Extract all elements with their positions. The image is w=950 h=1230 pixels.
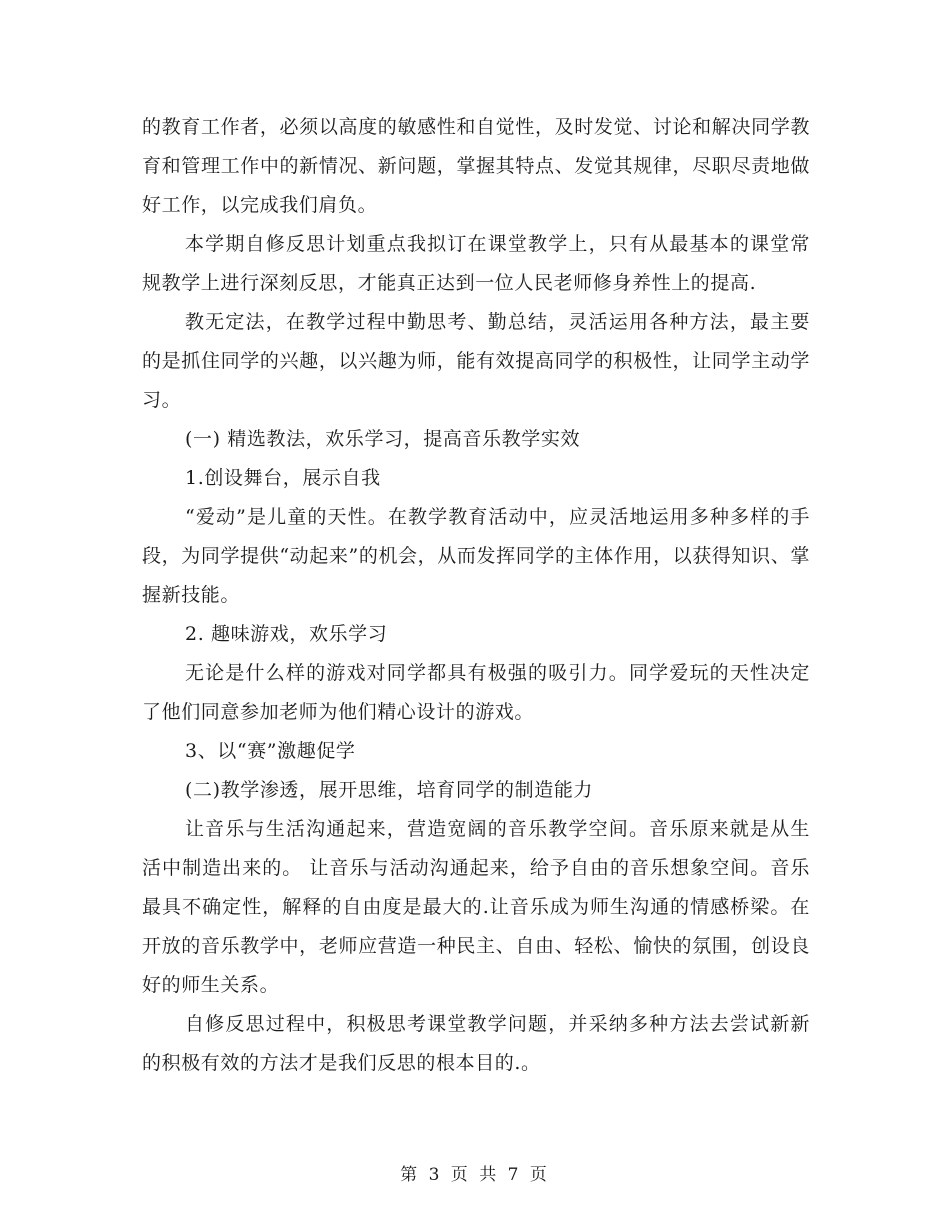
paragraph: 的教育工作者，必须以高度的敏感性和自觉性，及时发觉、讨论和解决同学教育和管理工作中的新情况、新问题，掌握其特点、发觉其规律，尽职尽责地做好工作，以完成我们肩负。	[142, 116, 810, 216]
subsection-heading: 3、以“赛”激趣促学	[185, 740, 356, 762]
subsection-heading: 2. 趣味游戏，欢乐学习	[185, 623, 388, 645]
document-body	[142, 108, 810, 1083]
paragraph: 教无定法，在教学过程中勤思考、勤总结，灵活运用各种方法，最主要的是抓住同学的兴趣，以兴趣为师，能有效提高同学的积极性，让同学主动学习。	[142, 311, 810, 411]
paragraph: 本学期自修反思计划重点我拟订在课堂教学上，只有从最基本的课堂常规教学上进行深刻反思，才能真正达到一位人民老师修身养性上的提高.	[142, 233, 810, 294]
paragraph: 自修反思过程中，积极思考课堂教学问题，并采纳多种方法去尝试新新的积极有效的方法才是我们反思的根本目的.。	[142, 1013, 810, 1074]
paragraph: 让音乐与生活沟通起来，营造宽阔的音乐教学空间。音乐原来就是从生活中制造出来的。 让音乐与活动沟通起来，给予自由的音乐想象空间。音乐最具不确定性，解释的自由度是最大的.让音乐成为师生沟通的情感桥梁。在开放的音乐教学中，老师应营造一种民主、自由、轻松、愉快的氛围，创设良好的师生关系。	[142, 818, 810, 996]
paragraph: 无论是什么样的游戏对同学都具有极强的吸引力。同学爱玩的天性决定了他们同意参加老师为他们精心设计的游戏。	[142, 662, 810, 723]
page-number-footer: 第 3 页 共 7 页	[400, 1165, 550, 1185]
section-heading: (一) 精选教法，欢乐学习，提高音乐教学实效	[185, 428, 581, 450]
section-heading: (二)教学渗透，展开思维，培育同学的制造能力	[185, 779, 594, 801]
subsection-heading: 1.创设舞台，展示自我	[185, 467, 381, 489]
paragraph: “爱动”是儿童的天性。在教学教育活动中，应灵活地运用多种多样的手段，为同学提供“动起来”的机会，从而发挥同学的主体作用，以获得知识、掌握新技能。	[142, 506, 810, 606]
